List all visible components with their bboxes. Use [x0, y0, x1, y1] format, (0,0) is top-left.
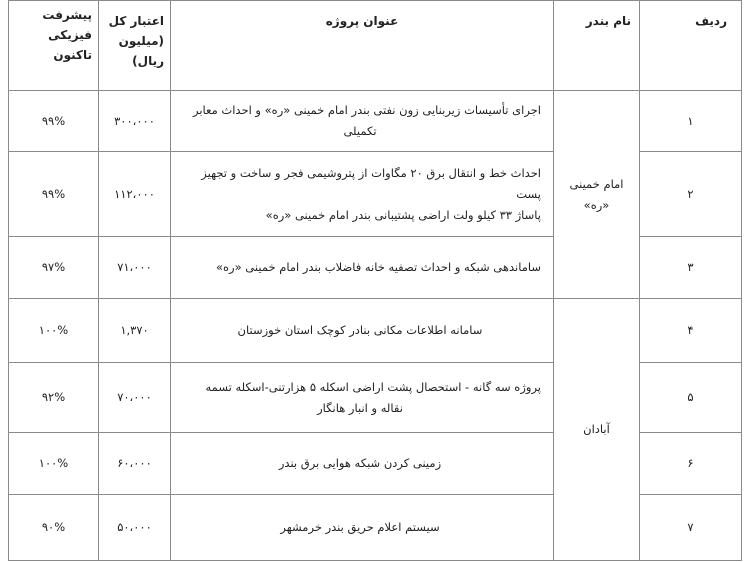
project-title: سامانه اطلاعات مکانی بنادر کوچک استان خوزستان [171, 299, 554, 363]
physical-progress: ۹۹% [9, 152, 99, 237]
row-number: ۶ [640, 433, 742, 495]
header-progress-line-2: فیزیکی [48, 28, 92, 42]
row-number: ۴ [640, 299, 742, 363]
physical-progress: ۱۰۰% [9, 433, 99, 495]
physical-progress: ۹۰% [9, 495, 99, 561]
header-budget-line-1: اعتبار کل [108, 14, 164, 28]
project-title: ساماندهی شبکه و احداث تصفیه خانه فاضلاب بندر امام خمینی «ره» [171, 237, 554, 299]
header-row [9, 1, 742, 91]
project-title-line-1: اجرای تأسیسات زیربنایی زون نفتی بندر امام خمینی «ره» و احداث معابر [193, 103, 541, 117]
project-title: زمینی کردن شبکه هوایی برق بندر [171, 433, 554, 495]
header-total-budget [99, 1, 171, 91]
port-name-line-2: «ره» [583, 197, 610, 212]
total-budget: ۵۰،۰۰۰ [99, 495, 171, 561]
total-budget: ۱,۳۷۰ [99, 299, 171, 363]
project-title-line-2: تکمیلی [343, 124, 377, 138]
header-budget-line-2: (میلیون ریال) [118, 34, 164, 68]
port-name-imam-khomeini [554, 91, 640, 299]
header-project-title: عنوان پروژه [171, 1, 554, 91]
total-budget: ۷۱،۰۰۰ [99, 237, 171, 299]
total-budget: ۱۱۲،۰۰۰ [99, 152, 171, 237]
project-title [171, 152, 554, 237]
project-title: سیستم اعلام حریق بندر خرمشهر [171, 495, 554, 561]
projects-table [8, 0, 742, 561]
table-row [9, 91, 742, 152]
project-title-line-2: پاساژ ۳۳ کیلو ولت اراضی پشتیبانی بندر امام خمینی «ره» [265, 207, 541, 222]
header-progress-line-1: پیشرفت [42, 8, 92, 22]
header-port-name: نام بندر [554, 1, 640, 91]
physical-progress: ۱۰۰% [9, 299, 99, 363]
project-title-line-1: پروژه سه گانه - استحصال پشت اراضی اسکله ۵ هزارتنی-اسکله تسمه [205, 379, 541, 394]
row-number: ۱ [640, 91, 742, 152]
row-number: ۳ [640, 237, 742, 299]
row-number: ۵ [640, 363, 742, 433]
project-title [171, 363, 554, 433]
port-name-line-1: امام خمینی [569, 176, 624, 191]
table-row [9, 299, 742, 363]
port-name-abadan: آبادان [554, 299, 640, 561]
project-title-line-1: احداث خط و انتقال برق ۲۰ مگاوات از پتروشیمی فجر و ساخت و تجهیز پست [201, 165, 541, 201]
row-number: ۷ [640, 495, 742, 561]
total-budget: ۶۰،۰۰۰ [99, 433, 171, 495]
header-physical-progress [9, 1, 99, 91]
project-title-line-2: نقاله و انبار هانگار [317, 400, 403, 415]
total-budget: ۳۰۰،۰۰۰ [99, 91, 171, 152]
header-progress-line-3: تاکنون [53, 48, 92, 62]
physical-progress: ۹۲% [9, 363, 99, 433]
physical-progress: ۹۷% [9, 237, 99, 299]
physical-progress: ۹۹% [9, 91, 99, 152]
total-budget: ۷۰،۰۰۰ [99, 363, 171, 433]
row-number: ۲ [640, 152, 742, 237]
header-row-number: ردیف [640, 1, 742, 91]
project-title [171, 91, 554, 152]
